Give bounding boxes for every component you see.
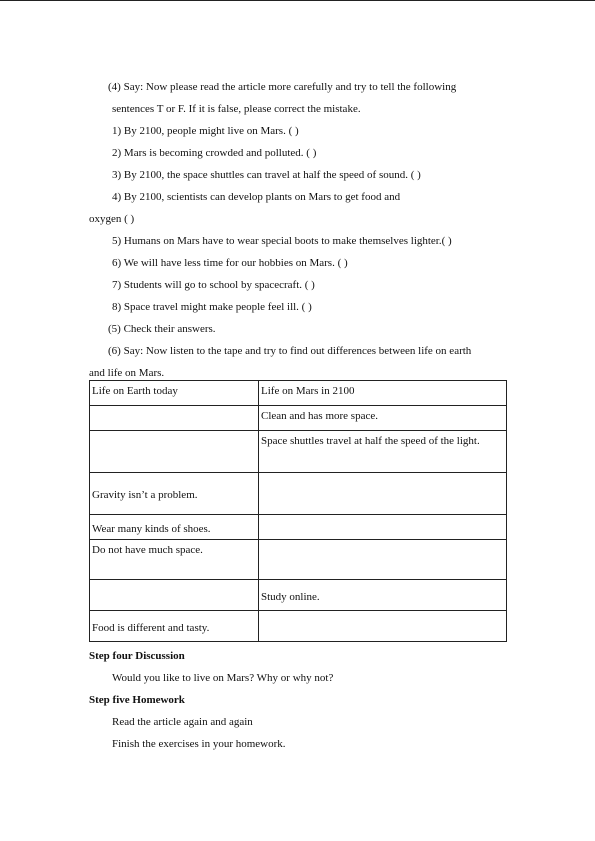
cell-earth — [90, 580, 259, 611]
homework-task-2: Finish the exercises in your homework. — [112, 738, 286, 750]
table-row — [90, 580, 507, 611]
statement-4-line2: oxygen ( ) — [89, 213, 135, 225]
comparison-table — [89, 380, 507, 642]
instruction-4-line1: (4) Say: Now please read the article more carefully and try to tell the following — [108, 81, 457, 93]
cell-earth — [90, 431, 259, 473]
statement-5: 5) Humans on Mars have to wear special boots to make themselves lighter.( ) — [112, 235, 452, 247]
statement-1: 1) By 2100, people might live on Mars. ( ) — [112, 125, 299, 137]
instruction-6-line2: and life on Mars. — [89, 367, 165, 379]
header-earth: Life on Earth today — [90, 381, 259, 406]
cell-mars — [259, 540, 507, 580]
discussion-question: Would you like to live on Mars? Why or why not? — [112, 672, 334, 684]
statement-8: 8) Space travel might make people feel ill. ( ) — [112, 301, 312, 313]
table-row — [90, 406, 507, 431]
table-row — [90, 431, 507, 473]
cell-earth — [90, 406, 259, 431]
instruction-6-line1: (6) Say: Now listen to the tape and try to find out differences between life on earth — [108, 345, 472, 357]
statement-6: 6) We will have less time for our hobbies on Mars. ( ) — [112, 257, 348, 269]
statement-3: 3) By 2100, the space shuttles can travel at half the speed of sound. ( ) — [112, 169, 421, 181]
step-four-heading: Step four Discussion — [89, 650, 185, 662]
cell-mars — [259, 473, 507, 515]
table-row — [90, 540, 507, 580]
cell-earth: Do not have much space. — [90, 540, 259, 580]
statement-7: 7) Students will go to school by spacecraft. ( ) — [112, 279, 315, 291]
homework-task-1: Read the article again and again — [112, 716, 253, 728]
table-row — [90, 473, 507, 515]
statement-2: 2) Mars is becoming crowded and polluted. ( ) — [112, 147, 317, 159]
instruction-5: (5) Check their answers. — [108, 323, 216, 335]
cell-mars: Study online. — [259, 580, 507, 611]
cell-mars: Clean and has more space. — [259, 406, 507, 431]
cell-earth: Wear many kinds of shoes. — [90, 515, 259, 540]
cell-mars — [259, 611, 507, 642]
statement-4-line1: 4) By 2100, scientists can develop plants on Mars to get food and — [112, 191, 401, 203]
page-top-border — [0, 0, 595, 1]
table-header-row — [90, 381, 507, 406]
step-five-heading: Step five Homework — [89, 694, 185, 706]
instruction-4-line2: sentences T or F. If it is false, please correct the mistake. — [112, 103, 361, 115]
header-mars: Life on Mars in 2100 — [259, 381, 507, 406]
table-row — [90, 515, 507, 540]
cell-earth: Food is different and tasty. — [90, 611, 259, 642]
cell-mars: Space shuttles travel at half the speed of the light. — [259, 431, 507, 473]
table-row — [90, 611, 507, 642]
cell-earth: Gravity isn’t a problem. — [90, 473, 259, 515]
cell-mars — [259, 515, 507, 540]
